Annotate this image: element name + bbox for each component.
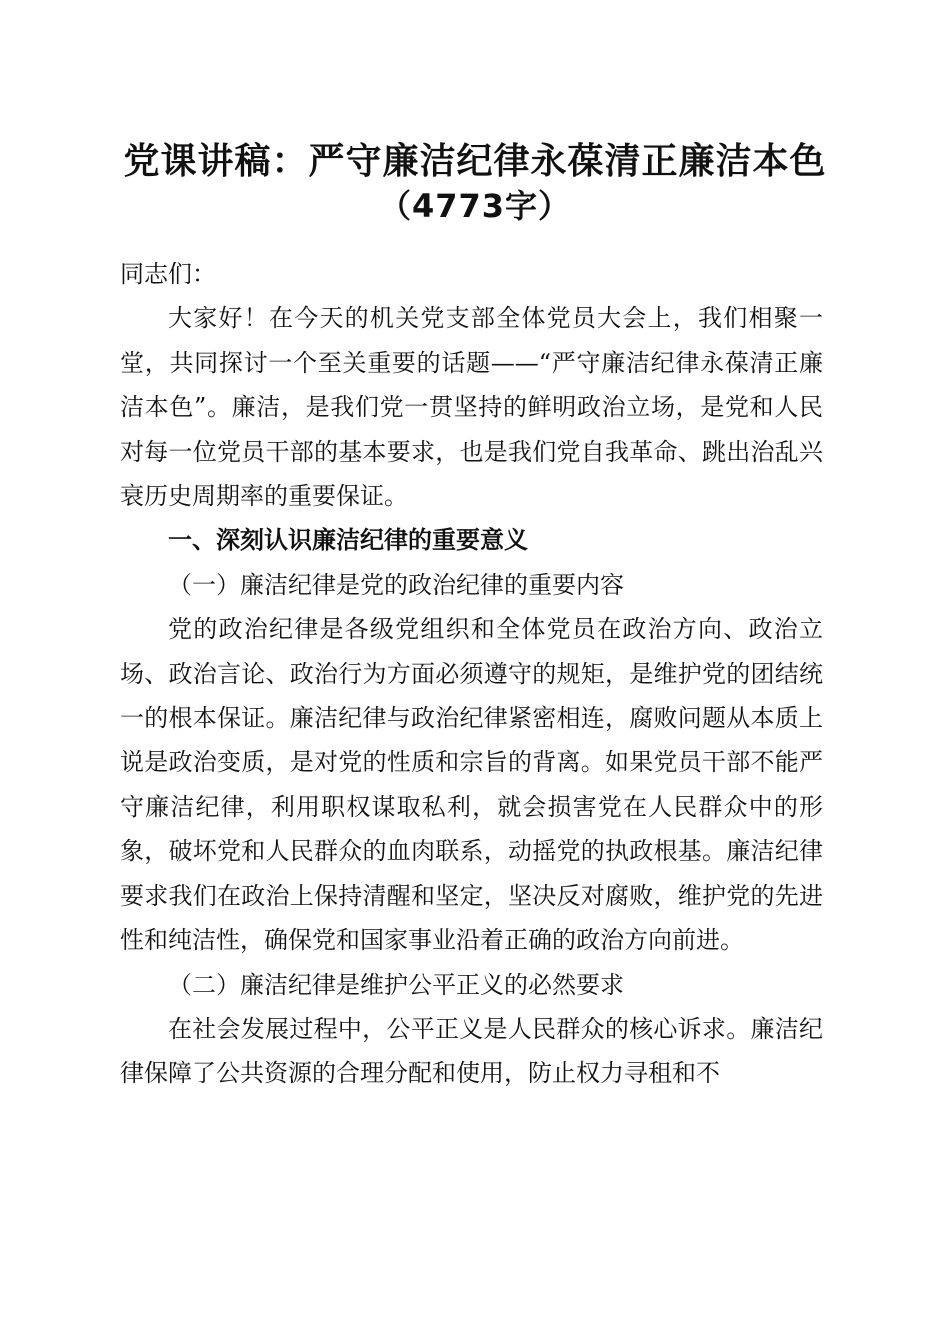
document-title: 党课讲稿：严守廉洁纪律永葆清正廉洁本色	[123, 141, 827, 182]
intro-paragraph: 大家好！在今天的机关党支部全体党员大会上，我们相聚一堂，共同探讨一个至关重要的话题——“严守廉洁纪律永葆清正廉洁本色”。廉洁，是我们党一贯坚持的鲜明政治立场，是党和人民对每一位党员干部的基本要求，也是我们党自我革命、跳出治乱兴衰历史周期率的重要保证。	[120, 304, 823, 511]
subsection-2-heading: （二）廉洁纪律是维护公平正义的必然要求	[168, 970, 624, 999]
subsection-1-paragraph: 党的政治纪律是各级党组织和全体党员在政治方向、政治立场、政治言论、政治行为方面必须遵守的规矩，是维护党的团结统一的根本保证。廉洁纪律与政治纪律紧密相连，腐败问题从本质上说是政治变质，是对党的性质和宗旨的背离。如果党员干部不能严守廉洁纪律，利用职权谋取私利，就会损害党在人民群众中的形象，破坏党和人民群众的血肉联系，动摇党的执政根基。廉洁纪律要求我们在政治上保持清醒和坚定，坚决反对腐败，维护党的先进性和纯洁性，确保党和国家事业沿着正确的政治方向前进。	[120, 615, 823, 955]
section-1-heading: 一、深刻认识廉洁纪律的重要意义	[168, 526, 528, 555]
subsection-1-heading: （一）廉洁纪律是党的政治纪律的重要内容	[168, 570, 624, 599]
document-title-wordcount: （4773字）	[378, 187, 572, 225]
document-body	[120, 252, 823, 1096]
salutation: 同志们：	[120, 260, 216, 288]
subsection-2-paragraph: 在社会发展过程中，公平正义是人民群众的核心诉求。廉洁纪律保障了公共资源的合理分配和使用，防止权力寻租和不	[120, 1014, 823, 1088]
